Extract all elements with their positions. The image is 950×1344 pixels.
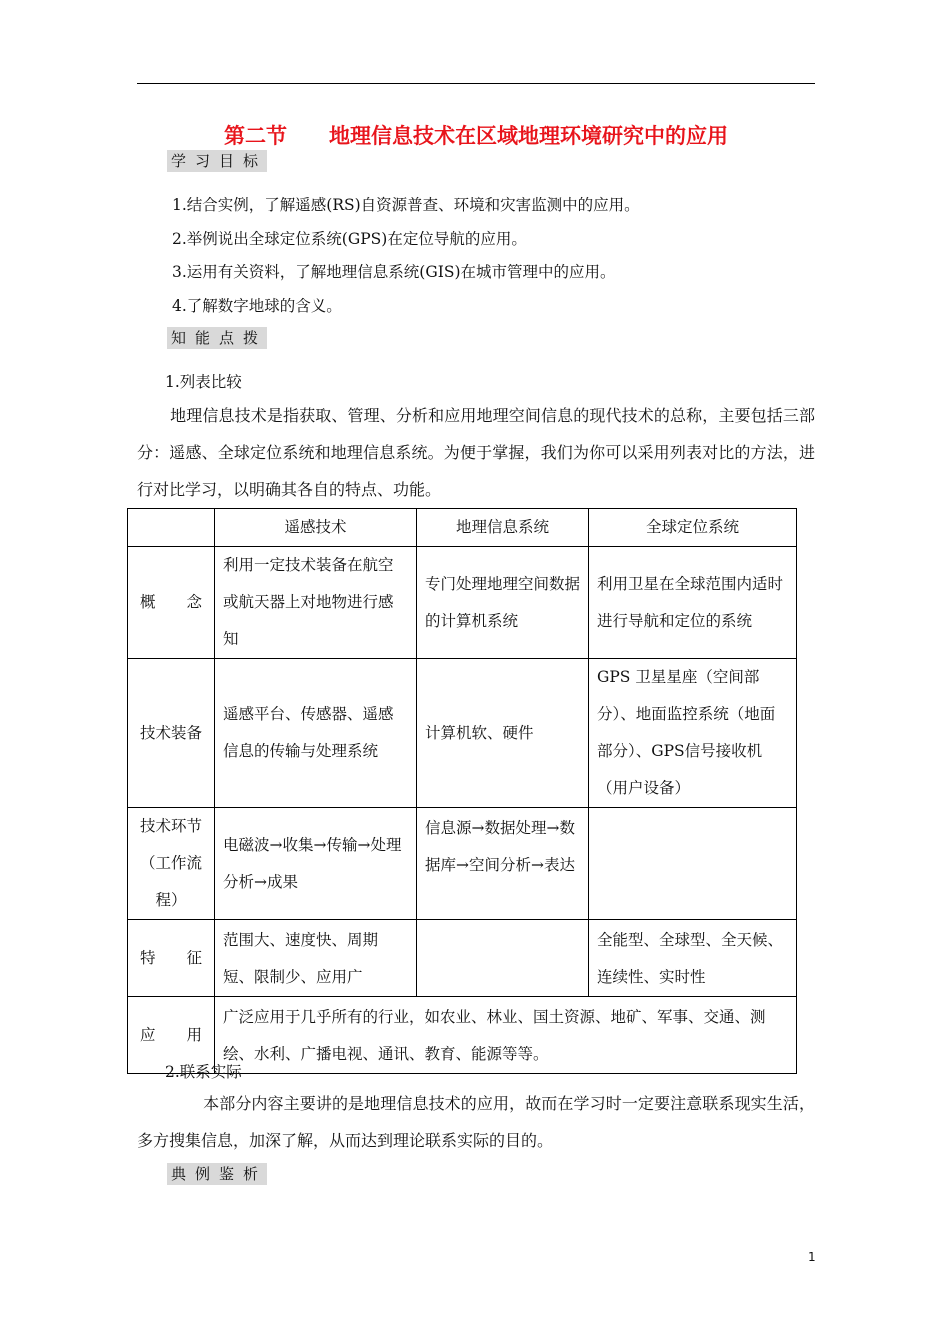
practice-paragraph [137, 1085, 815, 1159]
table-cell: 专门处理地理空间数据的计算机系统 [417, 547, 589, 659]
subheading-comparison: 1.列表比较 [165, 373, 242, 391]
table-header-cell: 全球定位系统 [589, 509, 797, 547]
comparison-table [127, 508, 797, 1074]
table-row [128, 920, 797, 997]
table-row [128, 808, 797, 920]
row-label: 应 用 [128, 997, 215, 1074]
header-rule [137, 83, 815, 84]
table-cell: 利用卫星在全球范围内适时进行导航和定位的系统 [589, 547, 797, 659]
table-row [128, 547, 797, 659]
practice-paragraph-text: 本部分内容主要讲的是地理信息技术的应用，故而在学习时一定要注意联系现实生活，多方搜集信息，加深了解，从而达到理论联系实际的目的。 [137, 1094, 815, 1150]
table-cell: 计算机软、硬件 [417, 659, 589, 808]
table-header-row [128, 509, 797, 547]
table-cell: 利用一定技术装备在航空或航天器上对地物进行感知 [215, 547, 417, 659]
page-title: 第二节 地理信息技术在区域地理环境研究中的应用 [224, 123, 728, 148]
table-header-cell: 遥感技术 [215, 509, 417, 547]
table-cell [589, 808, 797, 920]
row-label: 概 念 [128, 547, 215, 659]
row-label: 技术装备 [128, 659, 215, 808]
section-label-goals: 学习目标 [167, 150, 267, 172]
intro-paragraph-text: 地理信息技术是指获取、管理、分析和应用地理空间信息的现代技术的总称，主要包括三部分：遥感、全球定位系统和地理信息系统。为便于掌握，我们为你可以采用列表对比的方法，进行对比学习，以明确其各自的特点、功能。 [137, 406, 815, 499]
intro-paragraph [137, 397, 815, 508]
table-row [128, 659, 797, 808]
goal-item: 3.运用有关资料，了解地理信息系统(GIS)在城市管理中的应用。 [172, 263, 616, 281]
table-cell: 遥感平台、传感器、遥感信息的传输与处理系统 [215, 659, 417, 808]
table-cell: 信息源→数据处理→数据库→空间分析→表达 [417, 808, 589, 920]
table-cell: 全能型、全球型、全天候、连续性、实时性 [589, 920, 797, 997]
goal-item: 4.了解数字地球的含义。 [172, 297, 342, 315]
page-number: 1 [808, 1250, 816, 1264]
subheading-practice: 2.联系实际 [165, 1063, 242, 1081]
table-header-cell: 地理信息系统 [417, 509, 589, 547]
table-cell: GPS 卫星星座（空间部分）、地面监控系统（地面部分）、GPS信号接收机（用户设备） [589, 659, 797, 808]
table-cell-merged: 广泛应用于几乎所有的行业，如农业、林业、国土资源、地矿、军事、交通、测绘、水利、广播电视、通讯、教育、能源等等。 [215, 997, 797, 1074]
section-label-examples: 典例鉴析 [167, 1163, 267, 1185]
table-cell: 电磁波→收集→传输→处理分析→成果 [215, 808, 417, 920]
goal-item: 2.举例说出全球定位系统(GPS)在定位导航的应用。 [172, 230, 527, 248]
table-header-cell [128, 509, 215, 547]
goal-item: 1.结合实例，了解遥感(RS)自资源普查、环境和灾害监测中的应用。 [172, 196, 640, 214]
table-cell: 范围大、速度快、周期短、限制少、应用广 [215, 920, 417, 997]
row-label: 技术环节（工作流程） [128, 808, 215, 920]
section-label-knowledge: 知能点拨 [167, 327, 267, 349]
row-label: 特 征 [128, 920, 215, 997]
table-cell [417, 920, 589, 997]
